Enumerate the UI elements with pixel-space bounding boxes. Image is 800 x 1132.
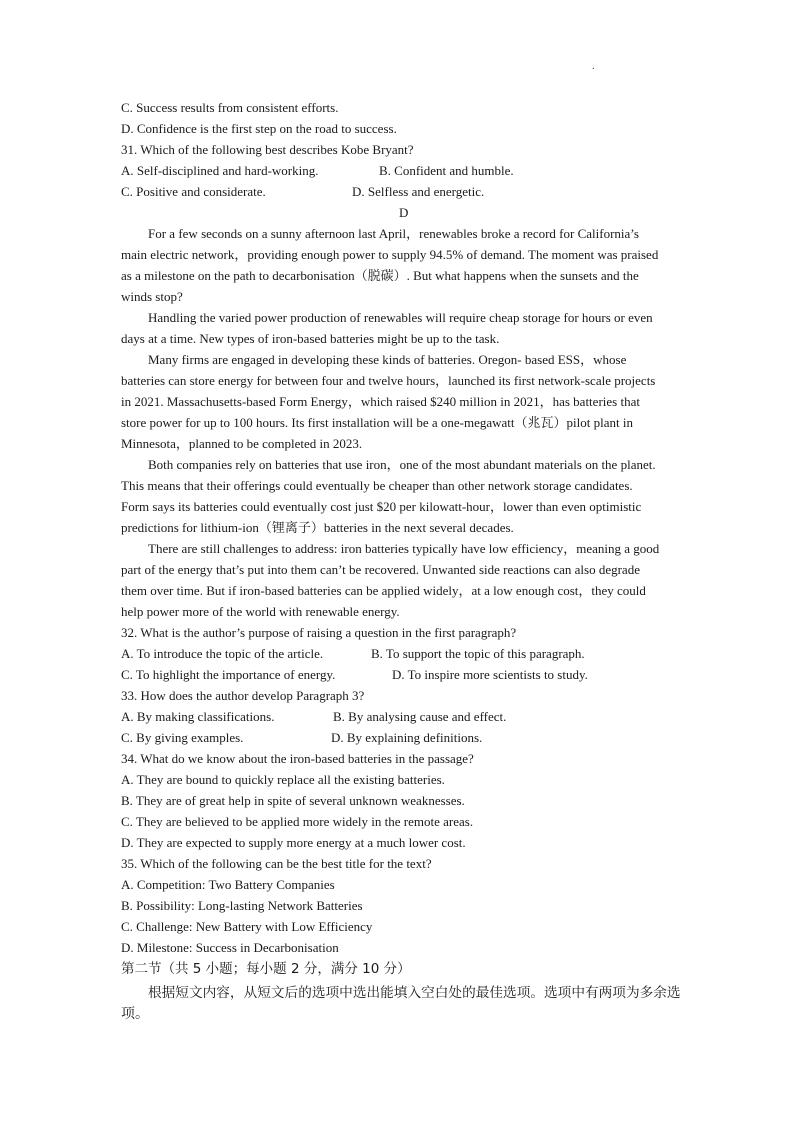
passage-line: Minnesota，planned to be completed in 2023. — [121, 436, 363, 451]
prev-option-d: D. Confidence is the first step on the road to success. — [121, 121, 397, 136]
passage-line: main electric network，providing enough power to supply 94.5% of demand. The moment was praised — [121, 247, 659, 262]
q33-option-b: B. By analysing cause and effect. — [333, 709, 507, 724]
q34-option-c: C. They are believed to be applied more widely in the remote areas. — [121, 814, 474, 829]
q35-option-a: A. Competition: Two Battery Companies — [121, 877, 335, 892]
q34-option-a: A. They are bound to quickly replace all the existing batteries. — [121, 772, 445, 787]
q32-option-d: D. To inspire more scientists to study. — [392, 667, 588, 682]
q33-option-a: A. By making classifications. — [121, 709, 275, 724]
passage-label: D — [399, 205, 409, 220]
corner-mark: . — [592, 60, 595, 72]
passage-line: This means that their offerings could eventually be cheaper than other network storage candidates. — [121, 478, 633, 493]
q32-option-a: A. To introduce the topic of the article. — [121, 646, 324, 661]
q32-option-b: B. To support the topic of this paragraph. — [371, 646, 585, 661]
q35-option-d: D. Milestone: Success in Decarbonisation — [121, 940, 339, 955]
passage-line: Form says its batteries could eventually cost just $20 per kilowatt-hour，lower than even optimistic — [121, 499, 642, 514]
passage-line: winds stop? — [121, 289, 183, 304]
q31-option-a: A. Self-disciplined and hard-working. — [121, 163, 319, 178]
section-2-instruction: 根据短文内容，从短文后的选项中选出能填入空白处的最佳选项。选项中有两项为多余选 — [148, 985, 681, 1001]
q32-option-c: C. To highlight the importance of energy. — [121, 667, 336, 682]
q34-option-b: B. They are of great help in spite of several unknown weaknesses. — [121, 793, 465, 808]
q35-option-c: C. Challenge: New Battery with Low Efficiency — [121, 919, 373, 934]
passage-line: There are still challenges to address: iron batteries typically have low efficiency，meaning a good — [148, 541, 660, 556]
question-34: 34. What do we know about the iron-based batteries in the passage? — [121, 751, 474, 766]
q35-option-b: B. Possibility: Long-lasting Network Batteries — [121, 898, 363, 913]
q33-option-c: C. By giving examples. — [121, 730, 244, 745]
q33-option-d: D. By explaining definitions. — [331, 730, 483, 745]
section-2-heading: 第二节（共 5 小题；每小题 2 分，满分 10 分） — [121, 961, 411, 977]
passage-line: them over time. But if iron-based batteries can be applied widely，at a low enough cost，they could — [121, 583, 646, 598]
passage-line: in 2021. Massachusetts-based Form Energy，which raised $240 million in 2021，has batteries that — [121, 394, 640, 409]
prev-option-c: C. Success results from consistent efforts. — [121, 100, 339, 115]
question-35: 35. Which of the following can be the best title for the text? — [121, 856, 432, 871]
passage-line: Many firms are engaged in developing these kinds of batteries. Oregon- based ESS，whose — [148, 352, 627, 367]
question-31: 31. Which of the following best describes Kobe Bryant? — [121, 142, 414, 157]
passage-line: part of the energy that’s put into them can’t be recovered. Unwanted side reactions can also degrade — [121, 562, 640, 577]
passage-line: help power more of the world with renewable energy. — [121, 604, 400, 619]
q31-option-b: B. Confident and humble. — [379, 163, 514, 178]
section-2-instruction-cont: 项。 — [121, 1006, 149, 1022]
passage-line: Handling the varied power production of renewables will require cheap storage for hours or even — [148, 310, 653, 325]
passage-line: store power for up to 100 hours. Its first installation will be a one-megawatt（兆瓦）pilot plant in — [121, 415, 633, 430]
question-32: 32. What is the author’s purpose of raising a question in the first paragraph? — [121, 625, 517, 640]
passage-line: batteries can store energy for between four and twelve hours，launched its first network-scale projects — [121, 373, 656, 388]
passage-line: days at a time. New types of iron-based batteries might be up to the task. — [121, 331, 500, 346]
q31-option-c: C. Positive and considerate. — [121, 184, 266, 199]
passage-line: For a few seconds on a sunny afternoon last April，renewables broke a record for California’s — [148, 226, 639, 241]
q31-option-d: D. Selfless and energetic. — [352, 184, 485, 199]
question-33: 33. How does the author develop Paragraph 3? — [121, 688, 365, 703]
passage-line: Both companies rely on batteries that use iron，one of the most abundant materials on the planet. — [148, 457, 656, 472]
q34-option-d: D. They are expected to supply more energy at a much lower cost. — [121, 835, 466, 850]
passage-line: as a milestone on the path to decarbonisation（脱碳）. But what happens when the sunsets and the — [121, 268, 639, 283]
passage-line: predictions for lithium-ion（锂离子）batteries in the next several decades. — [121, 520, 514, 535]
